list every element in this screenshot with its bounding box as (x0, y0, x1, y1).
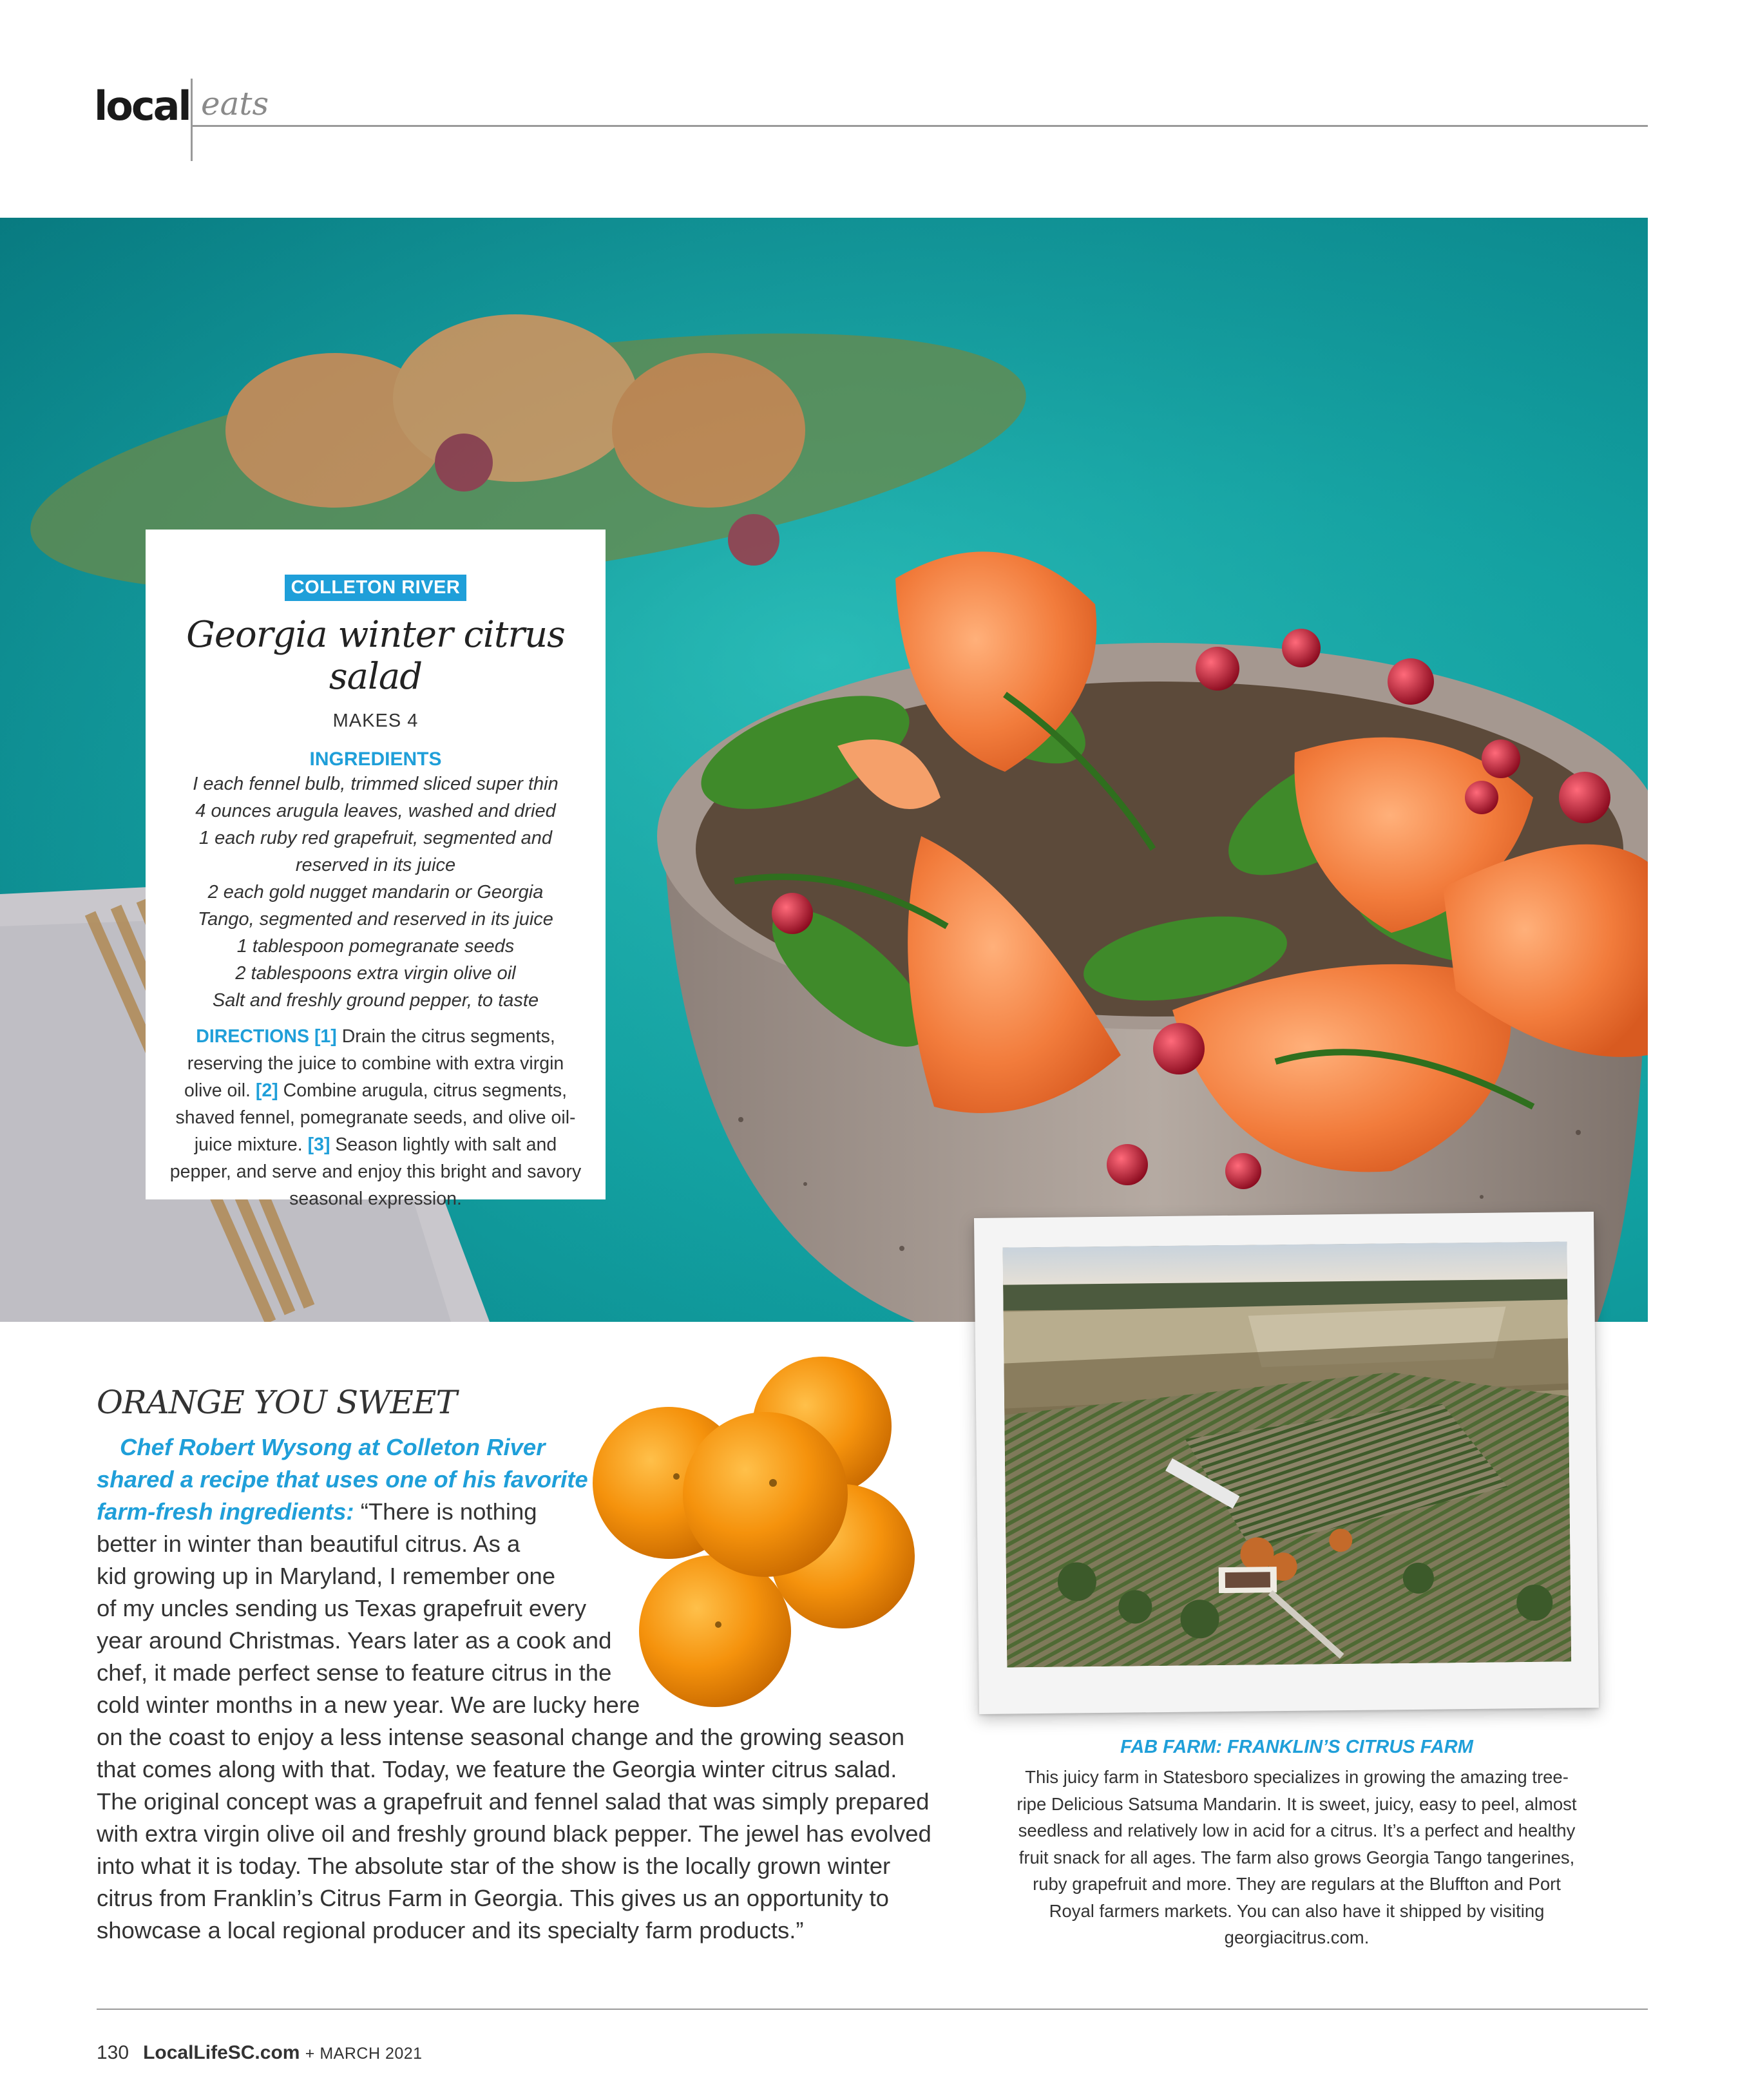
step-text: Drain the citrus segments, reserving the juice to combine with extra virgin olive oil. (184, 1026, 564, 1101)
ingredient-line: 2 each gold nugget mandarin or Georgia (207, 882, 544, 902)
ingredient-line: 1 tablespoon pomegranate seeds (236, 936, 515, 957)
recipe-source-tag: COLLETON RIVER (285, 575, 467, 601)
farm-aerial-photo (1002, 1241, 1571, 1667)
article-body-line: kid growing up in Maryland, I remember one (97, 1563, 556, 1589)
step-marker: [2] (255, 1080, 278, 1101)
ingredients-heading: INGREDIENTS (309, 749, 442, 770)
farm-photo-frame (974, 1212, 1599, 1714)
article-body-line: into what it is today. The absolute star of the show is the locally grown winter (97, 1853, 891, 1879)
step-marker: [3] (307, 1134, 330, 1155)
farm-caption-heading: FAB FARM: FRANKLIN’S CITRUS FARM (1120, 1737, 1473, 1757)
recipe-yield: MAKES 4 (332, 711, 419, 731)
article-body-line: The original concept was a grapefruit and fennel salad that was simply prepared (97, 1788, 930, 1815)
ingredient-line: 1 each ruby red grapefruit, segmented and (198, 828, 553, 848)
ingredients-list (146, 770, 606, 1014)
farm-caption-body: This juicy farm in Statesboro specializes in growing the amazing tree-ripe Delicious Satsuma Mandarin. It is sweet, juicy, easy to peel, almost seedless and relatively low in acid for a citrus. It’s a perfect and healthy fruit snack for all ages. The farm also grows Georgia Tango tangerines, ruby grapefruit and more. They are regulars at the Bluffton and Port Royal farmers markets. You can also have it shipped by visiting georgiacitrus.com. (1017, 1767, 1577, 1947)
header-rule (191, 125, 1648, 127)
oranges-image (580, 1354, 941, 1715)
directions (146, 1023, 606, 1212)
step-text: Season lightly with salt and pepper, and serve and enjoy this bright and savory seasonal expression. (169, 1134, 582, 1209)
oranges-illustration (580, 1354, 941, 1715)
page-number: 130 (97, 2042, 129, 2063)
ingredient-line: 4 ounces arugula leaves, washed and dried (195, 801, 556, 821)
article-body-line: on the coast to enjoy a less intense seasonal change and the growing season (97, 1724, 905, 1750)
article-body-line: citrus from Franklin’s Citrus Farm in Georgia. This gives us an opportunity to (97, 1885, 889, 1911)
ingredient-line: Salt and freshly ground pepper, to taste (212, 990, 539, 1011)
article-lead-line: farm-fresh ingredients: (97, 1498, 354, 1525)
step-marker: [1] (314, 1026, 337, 1047)
footer (97, 2042, 423, 2064)
brand-logo: local (94, 82, 190, 129)
recipe-title: Georgia winter citrus salad (186, 614, 565, 698)
article-body-line: of my uncles sending us Texas grapefruit every (97, 1595, 587, 1621)
article-body-line (97, 1498, 537, 1525)
article-body-line: showcase a local regional producer and its specialty farm products.” (97, 1917, 804, 1943)
step-text: Combine arugula, citrus segments, shaved fennel, pomegranate seeds, and olive oil-juice mixture. (175, 1080, 576, 1155)
section-name: eats (201, 85, 269, 122)
ingredient-line: 2 tablespoons extra virgin olive oil (235, 963, 516, 984)
ingredient-line: I each fennel bulb, trimmed sliced super thin (193, 774, 559, 794)
article-body-line: that comes along with that. Today, we feature the Georgia winter citrus salad. (97, 1756, 897, 1782)
recipe-card (146, 530, 606, 1209)
ingredient-line: reserved in its juice (295, 855, 456, 875)
site-name: LocalLifeSC.com (143, 2042, 300, 2063)
article-body-line: with extra virgin olive oil and freshly ground black pepper. The jewel has evolved (97, 1820, 931, 1847)
article-headline: ORANGE YOU SWEET (97, 1384, 457, 1421)
directions-heading: DIRECTIONS (196, 1026, 310, 1047)
article-body-line: cold winter months in a new year. We are lucky here (97, 1692, 640, 1718)
article-lead-line: Chef Robert Wysong at Colleton River (120, 1434, 546, 1460)
issue-date: + MARCH 2021 (305, 2045, 423, 2063)
article-lead-tail: “There is nothing (354, 1498, 537, 1525)
farm-aerial-illustration (1002, 1241, 1571, 1667)
article-body-line: chef, it made perfect sense to feature citrus in the (97, 1659, 612, 1686)
footer-rule (97, 2009, 1648, 2010)
ingredient-line: Tango, segmented and reserved in its juice (198, 909, 553, 930)
header-divider (191, 79, 193, 161)
article-body-line: better in winter than beautiful citrus. As a (97, 1531, 520, 1557)
article-body-line: year around Christmas. Years later as a cook and (97, 1627, 612, 1654)
article-lead-line: shared a recipe that uses one of his favorite (97, 1466, 588, 1493)
